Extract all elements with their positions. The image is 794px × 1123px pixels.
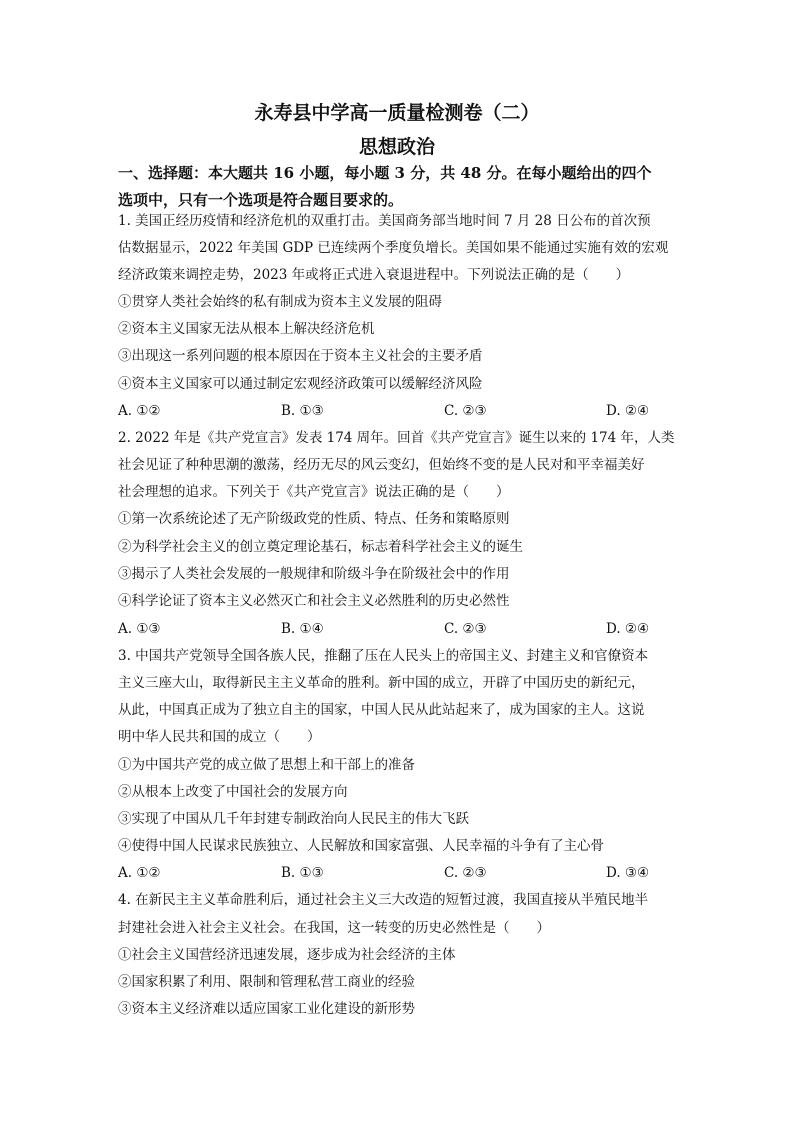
q1-option-a[interactable]: A. ①② [118,403,161,419]
q2-stem-line: 2. 2022 年是《共产党宣言》发表 174 周年。回首《共产党宣言》诞生以来的 174 年，人类 [118,430,675,446]
q1-statement: ②资本主义国家无法从根本上解决经济危机 [118,321,375,337]
q3-stem-line: 从此，中国真正成为了独立自主的国家，中国人民从此站起来了，成为国家的主人。这说 [118,702,645,718]
q3-statement: ①为中国共产党的成立做了思想上和干部上的准备 [118,757,415,773]
q3-statement: ③实现了中国从几千年封建专制政治向人民民主的伟大飞跃 [118,811,469,827]
section-heading [118,160,688,214]
q3-option-c[interactable]: C. ②③ [444,865,487,881]
q1-option-b[interactable]: B. ①③ [281,403,324,419]
q2-option-c[interactable]: C. ②③ [444,621,487,637]
q2-option-b[interactable]: B. ①④ [281,621,324,637]
q3-statement: ②从根本上改变了中国社会的发展方向 [118,784,348,800]
q1-statement: ③出现这一系列问题的根本原因在于资本主义社会的主要矛盾 [118,348,483,364]
q1-options [118,401,658,421]
q3-statement: ④使得中国人民谋求民族独立、人民解放和国家富强、人民幸福的斗争有了主心骨 [118,838,604,854]
q2-stem-line: 社会理想的追求。下列关于《共产党宣言》说法正确的是（ ） [118,484,510,500]
q4-statement: ①社会主义国营经济迅速发展，逐步成为社会经济的主体 [118,947,456,963]
q4-statement: ②国家积累了利用、限制和管理私营工商业的经验 [118,974,415,990]
exam-title: 永寿县中学高一质量检测卷（二） [254,102,540,124]
q2-statement: ④科学论证了资本主义必然灭亡和社会主义必然胜利的历史必然性 [118,593,510,609]
q1-statement: ④资本主义国家可以通过制定宏观经济政策可以缓解经济风险 [118,376,483,392]
q2-statement: ②为科学社会主义的创立奠定理论基石，标志着科学社会主义的诞生 [118,539,523,555]
section-heading-line: 选项中，只有一个选项是符合题目要求的。 [118,191,404,209]
q4-stem-line: 封建社会进入社会主义社会。在我国，这一转变的历史必然性是（ ） [118,920,550,936]
q1-stem-line: 估数据显示，2022 年美国 GDP 已连续两个季度负增长。美国如果不能通过实施有效的宏观 [118,240,669,256]
q1-statement: ①贯穿人类社会始终的私有制成为资本主义发展的阻碍 [118,294,442,310]
q1-option-d[interactable]: D. ②④ [606,403,650,419]
q2-stem-line: 社会见证了种种思潮的激荡，经历无尽的风云变幻，但始终不变的是人民对和平幸福美好 [118,457,645,473]
q2-options [118,619,658,639]
q4-statement: ③资本主义经济难以适应国家工业化建设的新形势 [118,1001,415,1017]
q3-stem-line: 主义三座大山，取得新民主主义革命的胜利。新中国的成立，开辟了中国历史的新纪元， [118,675,645,691]
q3-option-d[interactable]: D. ③④ [606,865,650,881]
q2-statement: ①第一次系统论述了无产阶级政党的性质、特点、任务和策略原则 [118,511,510,527]
q1-stem-line: 1. 美国正经历疫情和经济危机的双重打击。美国商务部当地时间 7 月 28 日公布的首次预 [118,213,651,229]
section-heading-line: 一、选择题：本大题共 16 小题，每小题 3 分，共 48 分。在每小题给出的四个 [118,164,652,182]
q4-stem-line: 4. 在新民主主义革命胜利后，通过社会主义三大改造的短暂过渡，我国直接从半殖民地半 [118,892,649,908]
q2-statement: ③揭示了人类社会发展的一般规律和阶级斗争在阶级社会中的作用 [118,566,510,582]
q2-option-a[interactable]: A. ①③ [118,621,161,637]
q2-option-d[interactable]: D. ②④ [606,621,650,637]
q3-option-a[interactable]: A. ①② [118,865,161,881]
q3-stem-line: 3. 中国共产党领导全国各族人民，推翻了压在人民头上的帝国主义、封建主义和官僚资本 [118,648,649,664]
q3-options [118,863,658,883]
q3-stem-line: 明中华人民共和国的成立（ ） [118,729,321,745]
q3-option-b[interactable]: B. ①③ [281,865,324,881]
exam-subject: 思想政治 [358,136,435,158]
q1-option-c[interactable]: C. ②③ [444,403,487,419]
q1-stem-line: 经济政策来调控走势，2023 年或将正式进入衰退进程中。下列说法正确的是（ ） [118,267,630,283]
